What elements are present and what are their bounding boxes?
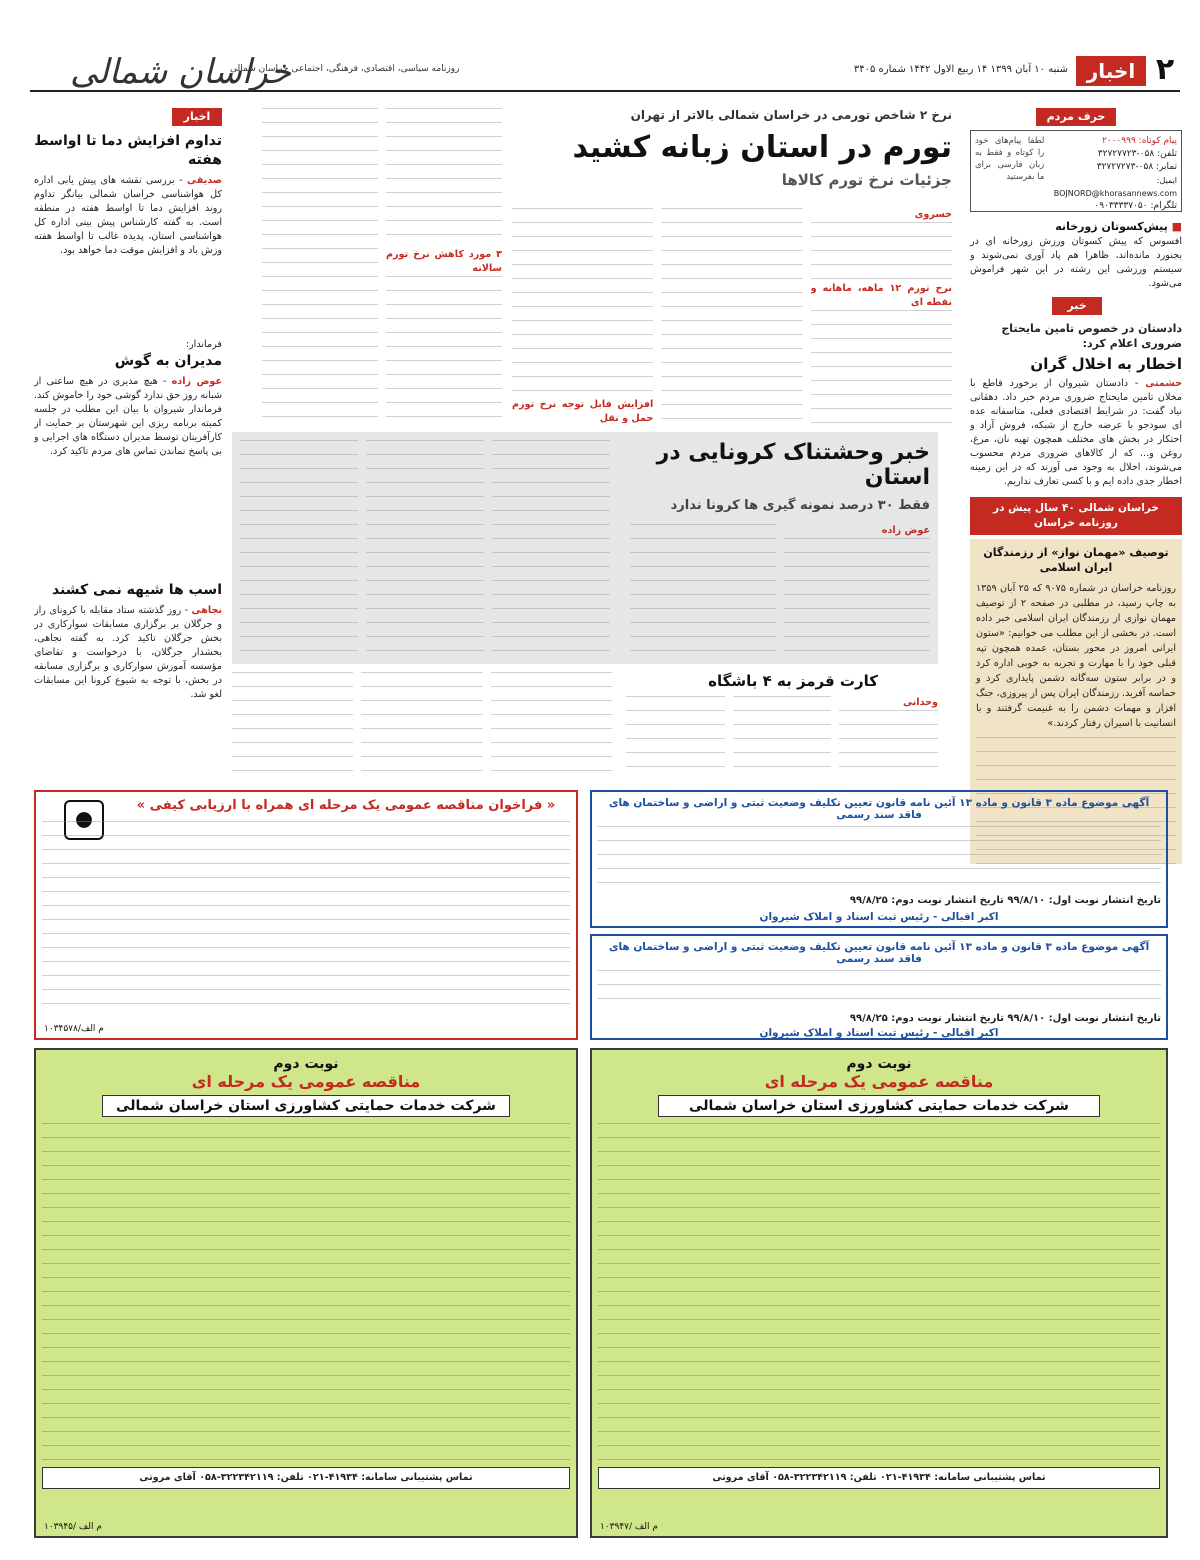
green-body [42,1123,570,1463]
masthead [30,52,1180,92]
main-continued-columns [262,108,502,423]
story3-body: نجاهی - روز گذشته ستاد مقابله با کرونای راز و جرگلان بر برگزاری مسابقات سوارکاری در بخش جرگلان تاکید کرد. به گفته نجاهی، بخشدار جرگلان، با درخواست و تقاضای مؤسسه آموزش سوارکاری و برگزاری مسابقه در بخش، با توجه به شیوع کرونا این مسابقات لغو شد. [34,605,222,700]
land-ad-2-dates: تاریخ انتشار نوبت اول: ۹۹/۸/۱۰ تاریخ انتشار نوبت دوم: ۹۹/۸/۲۵ [849,1013,1161,1024]
land-ad-2 [590,934,1168,1040]
green-company: شرکت خدمات حمایتی کشاورزی استان خراسان شمالی [658,1095,1100,1117]
contact-line: پیام کوتاه: ۲۰۰۰۹۹۹ [1101,136,1177,146]
story2-lead: عوض زاده [171,376,222,387]
green-footer: تماس پشتیبانی سامانه: ۴۱۹۳۴-۰۲۱ تلفن: ۳۲۲۳۴۲۱۱۹-۰۵۸ آقای مروتی [598,1467,1160,1489]
green-ref: م الف /۱۰۳۹۴۷ [600,1522,658,1532]
main-subhead: ۳ مورد کاهش نرخ تورم سالانه [386,249,502,274]
main-subtitle: جزئیات نرخ تورم کالاها [781,171,952,189]
green-round: نوبت دوم [846,1056,912,1072]
gym-lead: وحدانی [902,697,938,708]
main-col [811,208,952,423]
voice-item-title [970,220,1182,233]
story2-body-text: هیچ مدیری در هیچ ساعتی از شبانه روز حق ندارد گوشی خود را خاموش کند. فرماندار شیروان با بیان این مطلب در جلسه کمیته برنامه ریزی این شهرستان بر حمایت از کارآفرینان توسط مدیران دستگاه های اجرایی و بی پاسخ نماندن تماس های مردم تاکید کرد. [34,376,222,457]
newspaper-logo: خراسان شمالی [70,52,292,92]
tender-title: « فراخوان مناقصه عمومی یک مرحله ای همراه با ارزیابی کیفی » [136,798,556,813]
land-ad-1 [590,790,1168,928]
land-ad-1-signature: اکبر اقبالی - رئیس ثبت اسناد و املاک شیروان [759,911,999,923]
voice-item-title-text: پیش‌کسوتان زورخانه [1055,220,1168,233]
text-col [232,672,353,782]
gym-col [839,696,938,776]
land-ad-2-signature: اکبر اقبالی - رئیس ثبت اسناد و املاک شیروان [759,1027,999,1039]
news-body: حشمتی - دادستان شیروان از برخورد قاطع با مخلان تامین مایحتاج ضروری مردم خبر داد. دهقانی نیاد گفت: در شرایط اقتصادی فعلی، متاسفانه عده ای سودجو با عرضه خارج از شبکه، فروش آزاد و احتکار در بخش های مختلف همچون تهیه نان، مرغ، روغن و... که از کالاهای ضروری مردم محسوب می‌شوند، اخلال به وجود می آورند که در این زمینه اخطار جدی داده ایم و با کسی تعارف نداریم. [970,378,1182,487]
green-footer: تماس پشتیبانی سامانه: ۴۱۹۳۴-۰۲۱ تلفن: ۳۲۲۳۴۲۱۱۹-۰۵۸ آقای مروتی [42,1467,570,1489]
main-col [262,108,378,423]
land-ad-2-title: آگهی موضوع ماده ۳ قانون و ماده ۱۳ آئین نامه قانون تعیین تکلیف وضعیت ثبتی و اراضی و ساختمان های فاقد سند رسمی [608,941,1150,965]
contact-line: تمابر: ۰۵۸-۳۲۷۲۷۲۷۳ [1096,162,1177,172]
corona-columns-right [630,524,930,654]
gym-columns [626,696,938,776]
story2-kicker: فرماندار: [185,339,222,350]
corona-columns-left [240,440,610,654]
main-subhead: افزایش قابل توجه نرخ تورم حمل و نقل [512,399,654,423]
contact-line: تلگرام: ۰۹۰۳۳۳۳۷۰۵۰ [1094,201,1177,211]
corona-lead: عوض زاده [881,525,930,536]
story3-title: اسب ها شیهه نمی کشند [51,582,222,598]
land-ad-1-title: آگهی موضوع ماده ۳ قانون و ماده ۱۳ آئین نامه قانون تعیین تکلیف وضعیت ثبتی و اراضی و ساختمان های فاقد سند رسمی [608,797,1150,821]
news-body-text: دادستان شیروان از برخورد قاطع با مخلان تامین مایحتاج ضروری مردم خبر داد. دهقانی نیاد گفت: در شرایط اقتصادی فعلی، متاسفانه عده ای سودجو با عرضه خارج از شبکه، فروش آزاد و احتکار در بخش های مختلف همچون تهیه نان، مرغ، روغن و... که از کالاهای ضروری مردم محسوب می‌شوند، اخلال به وجود می آورند که در این زمینه اخطار جدی داده ایم و با کسی تعارف نداریم. [970,378,1182,487]
corona-headline: خبر وحشتناک کرونایی در استان [656,440,930,490]
news-lead: حشمتی [1145,378,1182,389]
green-ref: م الف /۱۰۳۹۴۵ [44,1522,102,1532]
page-number: ۲ [1155,52,1175,87]
story2-title: مدیران به گوش [114,353,222,369]
green-title: مناقصه عمومی یک مرحله ای [764,1072,994,1091]
square-bullet-icon: ■ [1167,220,1182,233]
contact-lines [1048,135,1177,211]
story1-lead: صدیقی [186,175,222,186]
green-ad-left [34,1048,578,1538]
story3-body-text: روز گذشته ستاد مقابله با کرونای راز و جرگلان بر برگزاری مسابقات سوارکاری در بخش جرگلان تاکید کرد. به گفته نجاهی، بخشدار جرگلان، با درخواست و تقاضای مؤسسه آموزش سوارکاری و برگزاری مسابقه در بخش، با توجه به شیوع کرونا این مسابقات لغو شد. [34,605,222,700]
corona-col [492,440,610,654]
contact-note: لطفا پیام‌های خود را کوتاه و فقط به زبان فارسی برای ما بفرستید [975,136,1045,182]
corona-col [366,440,484,654]
gym-col [626,696,725,776]
tender-ad [34,790,578,1040]
green-title: مناقصه عمومی یک مرحله ای [191,1072,421,1091]
main-story [262,108,952,423]
news-headline-kicker: دادستان در خصوص تامین مایحتاج ضروری اعلام کرد: [1001,322,1182,350]
main-subhead: نرخ تورم ۱۲ ماهه، ماهانه و نقطه ای [810,283,952,308]
news-label: خبر [1052,297,1102,315]
history-title: توصیف «مهمان نواز» از رزمندگان ایران اسلامی [983,546,1169,574]
land-ad-2-body [597,970,1161,1012]
main-col [512,208,653,423]
contact-line: ایمیل: BOJNORD@khorasannews.com [1053,176,1177,198]
contact-line: تلفن: ۰۵۸-۳۲۷۲۷۷۲۳ [1097,149,1177,159]
left-column [34,108,222,808]
story3-lead: نجاهی [191,605,222,616]
main-body-columns [512,208,952,423]
left-label: اخبار [172,108,222,126]
main-kicker: نرخ ۲ شاخص تورمی در خراسان شمالی بالاتر از تهران [630,108,952,122]
tender-ref: م الف/۱۰۳۴۵۷۸ [44,1024,104,1034]
story1-body: صدیقی - بررسی نقشه های پیش یابی اداره کل هواشناسی خراسان شمالی بیانگر تداوم روند افزایش دما تا اواسط هفته در منطقه است. به گفته کارشناس پیش بینی اداره کل هواشناسی استان، پدیده غالب تا اواسط هفته وزش باد و افزایش موقت دما خواهد بود. [34,175,222,256]
text-col [491,672,612,782]
green-ad-right [590,1048,1168,1538]
history-banner: خراسان شمالی ۴۰ سال پیش در روزنامه خراسان [970,497,1182,535]
green-body [598,1123,1160,1463]
text-col [361,672,482,782]
history-body: روزنامه خراسان در شماره ۹۰۷۵ که ۲۵ آبان ۱۳۵۹ به چاپ رسید، در مطلبی در صفحه ۲ از توصیف مهمان نوازی از رزمندگان ایران اسلامی خبر داده است. در بخشی از این مطلب می خوانیم: «ستون ایرانی امروز در محور بستان، عمده همچون تپه قبلی خود را با مهارت و تجربه به خوبی اداره کرد و در برابر ستون سه‌گانه دشمن پایداری کرد و حماسه آفرید. رزمندگان ایران پس از پیروزی، جنگ افزار و مهمات دشمن را به غنیمت گرفتند و با انسانیت با اسیران رفتار کردند.» [976,583,1177,729]
story1-title: تداوم افزایش دما تا اواسط هفته [34,133,222,168]
gym-story [626,672,938,782]
contact-box [970,130,1182,212]
story1-body-text: بررسی نقشه های پیش یابی اداره کل هواشناسی خراسان شمالی بیانگر تداوم روند افزایش دما تا اواسط هفته در منطقه است. به گفته کارشناس پیش بینی اداره کل هواشناسی استان، پدیده غالب تا اواسط هفته وزش باد و افزایش موقت دما خواهد بود. [34,175,222,256]
main-col [661,208,802,423]
public-voice-header: حرف مردم [1036,108,1116,126]
corona-col [240,440,358,654]
date-line: شنبه ۱۰ آبان ۱۳۹۹ ۱۴ ربیع الاول ۱۴۴۲ شماره ۳۴۰۵ [853,64,1068,75]
lower-middle-text [232,672,612,782]
corona-col [630,524,776,654]
corona-col [784,524,930,654]
corona-story [232,432,938,664]
land-ad-1-dates: تاریخ انتشار نوبت اول: ۹۹/۸/۱۰ تاریخ انتشار نوبت دوم: ۹۹/۸/۲۵ [849,895,1161,906]
voice-item-body: افسوس که پیش کسوتان ورزش زورخانه ای در بجنورد مانده‌اند، ظاهرا هم پاد آوری نمی‌شوند و سیستم ورزشی این رشته در این شهر فراموش می‌شود. [970,236,1182,289]
news-title: اخطار به اخلال گران [1030,355,1182,373]
gym-col [733,696,832,776]
corona-subtitle: فقط ۳۰ درصد نمونه گیری ها کرونا ندارد [670,498,930,513]
tagline: روزنامه سیاسی، اقتصادی، فرهنگی، اجتماعی خراسان شمالی [230,64,460,74]
right-column [970,108,1182,813]
green-company: شرکت خدمات حمایتی کشاورزی استان خراسان شمالی [102,1095,510,1117]
story2-body: عوض زاده - هیچ مدیری در هیچ ساعتی از شبانه روز حق ندارد گوشی خود را خاموش کند. فرماندار شیروان با بیان این مطلب در جلسه کمیته برنامه ریزی این شهرستان بر حمایت از کارآفرینان توسط مدیران دستگاه های اجرایی و بی پاسخ نماندن تماس های مردم تاکید کرد. [34,376,222,457]
main-byline: خسروی [914,209,952,220]
gym-headline: کارت قرمز به ۴ باشگاه [708,672,878,690]
green-round: نوبت دوم [273,1056,339,1072]
section-title: اخبار [1076,56,1146,86]
tender-body [42,821,570,1011]
main-headline: تورم در استان زبانه کشید [572,130,952,165]
main-col [386,108,502,423]
land-ad-1-body [597,826,1161,894]
